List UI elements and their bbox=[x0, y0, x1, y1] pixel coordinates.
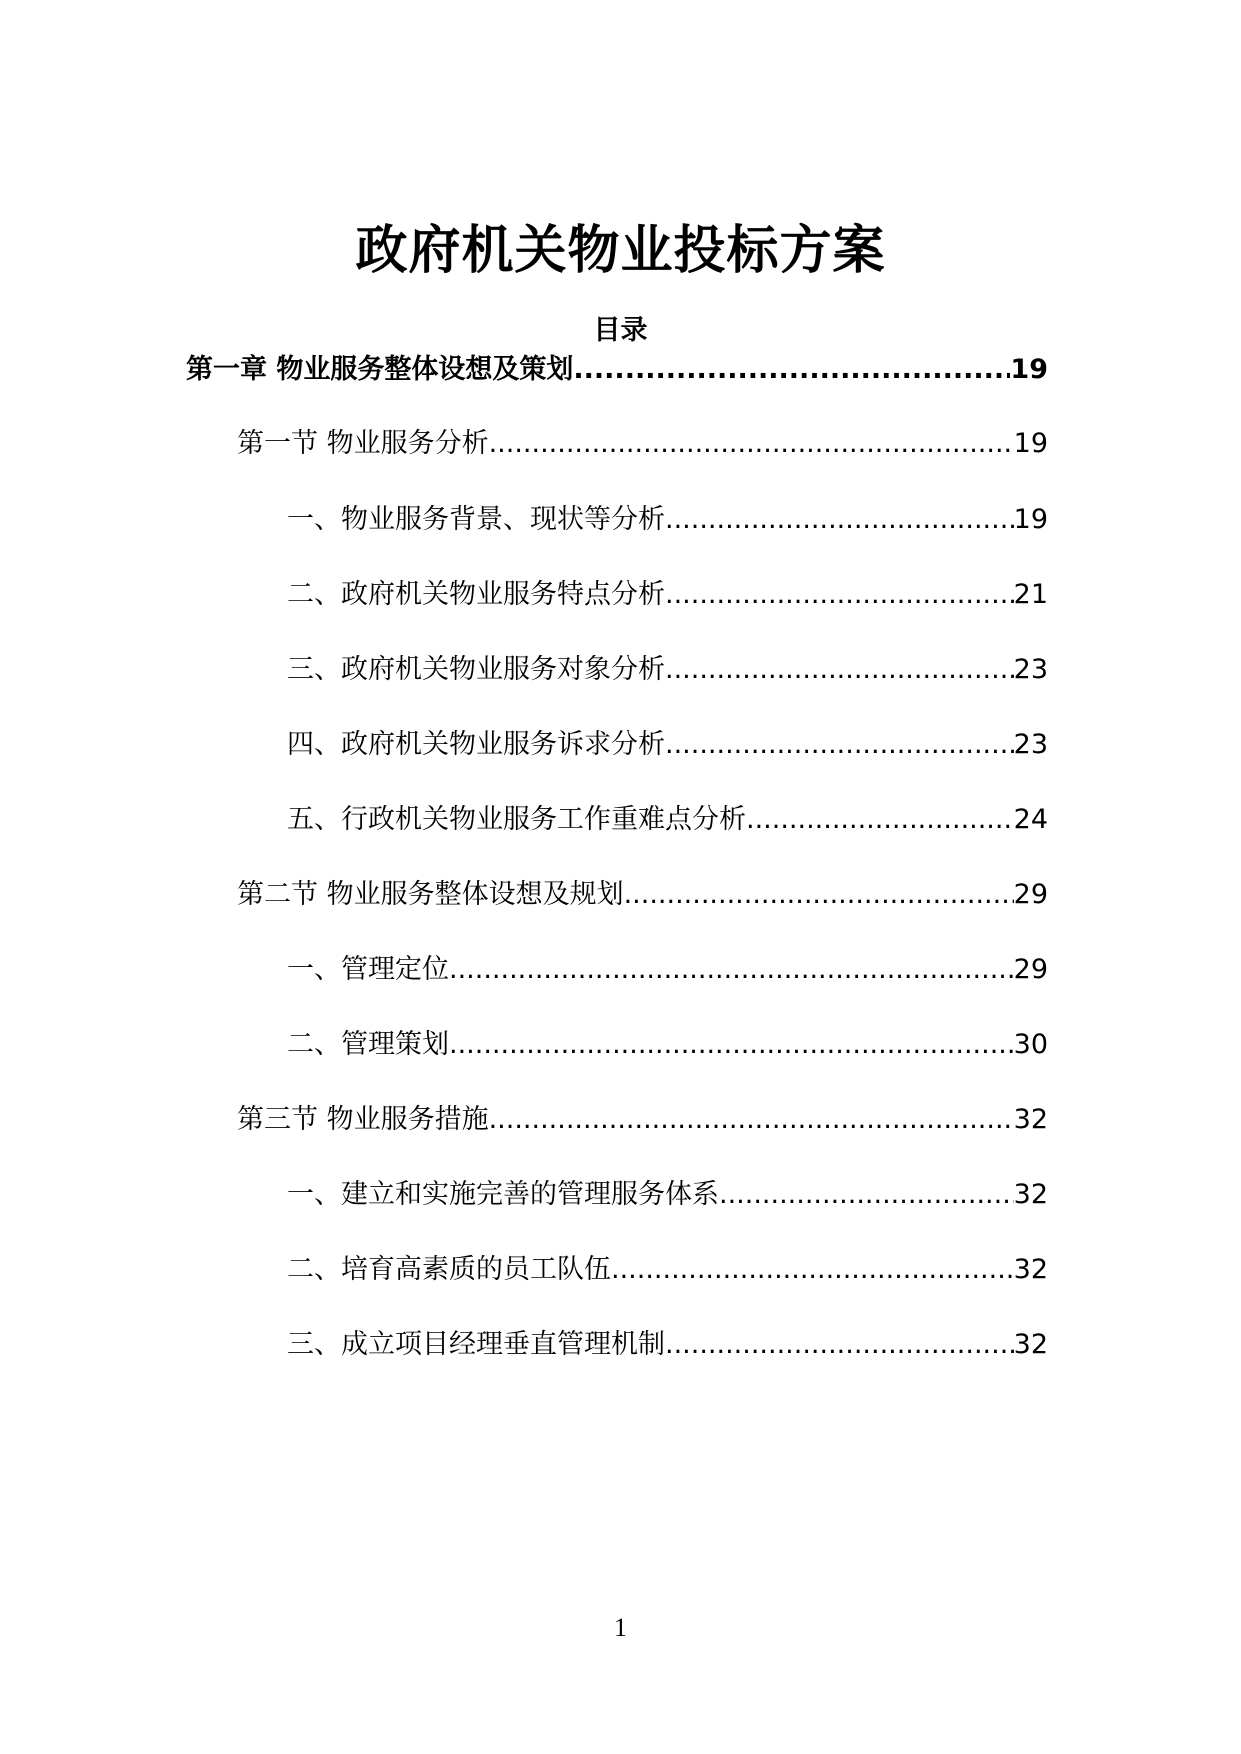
toc-page-number: 24 bbox=[1013, 804, 1048, 835]
toc-page-number: 30 bbox=[1013, 1029, 1048, 1060]
document-title: 政府机关物业投标方案 bbox=[355, 220, 886, 281]
toc-dot-leader bbox=[665, 725, 1014, 765]
toc-entry-chapter-1[interactable] bbox=[186, 350, 1048, 390]
toc-page-number: 19 bbox=[1013, 504, 1048, 535]
toc-page-number: 32 bbox=[1013, 1179, 1048, 1210]
toc-dot-leader bbox=[489, 424, 1014, 464]
toc-entry-item[interactable] bbox=[287, 725, 1048, 765]
toc-heading: 目录 bbox=[593, 315, 648, 346]
toc-dot-leader bbox=[624, 875, 1014, 915]
toc-entry-section-3[interactable] bbox=[237, 1100, 1048, 1140]
toc-entry-text: 一、管理定位 bbox=[287, 954, 449, 985]
toc-entry-item[interactable] bbox=[287, 1025, 1048, 1065]
toc-entry-text: 四、政府机关物业服务诉求分析 bbox=[287, 729, 665, 760]
toc-dot-leader bbox=[611, 1250, 1014, 1290]
toc-page-number: 32 bbox=[1013, 1329, 1048, 1360]
toc-entry-item[interactable] bbox=[287, 1250, 1048, 1290]
toc-entry-item[interactable] bbox=[287, 500, 1048, 540]
toc-page-number: 19 bbox=[1013, 428, 1048, 459]
toc-entry-section-2[interactable] bbox=[237, 875, 1048, 915]
toc-entry-text: 三、政府机关物业服务对象分析 bbox=[287, 654, 665, 685]
toc-dot-leader bbox=[665, 1325, 1014, 1365]
toc-entry-item[interactable] bbox=[287, 1325, 1048, 1365]
toc-dot-leader bbox=[489, 1100, 1014, 1140]
toc-page-number: 29 bbox=[1013, 954, 1048, 985]
toc-entry-text: 三、成立项目经理垂直管理机制 bbox=[287, 1329, 665, 1360]
page-number: 1 bbox=[614, 1613, 627, 1642]
toc-dot-leader bbox=[449, 950, 1014, 990]
toc-entry-item[interactable] bbox=[287, 950, 1048, 990]
toc-page-number: 32 bbox=[1013, 1104, 1048, 1135]
toc-dot-leader bbox=[665, 575, 1014, 615]
toc-dot-leader bbox=[719, 1175, 1014, 1215]
toc-entry-section-1[interactable] bbox=[237, 424, 1048, 464]
toc-entry-text: 一、物业服务背景、现状等分析 bbox=[287, 504, 665, 535]
toc-entry-text: 二、管理策划 bbox=[287, 1029, 449, 1060]
toc-dot-leader bbox=[665, 650, 1014, 690]
toc-dot-leader bbox=[449, 1025, 1014, 1065]
toc-page-number: 23 bbox=[1013, 729, 1048, 760]
toc-entry-text: 五、行政机关物业服务工作重难点分析 bbox=[287, 804, 746, 835]
toc-entry-item[interactable] bbox=[287, 575, 1048, 615]
toc-page-number: 19 bbox=[1010, 354, 1048, 385]
toc-entry-text: 一、建立和实施完善的管理服务体系 bbox=[287, 1179, 719, 1210]
toc-entry-text: 第三节 物业服务措施 bbox=[237, 1104, 489, 1135]
toc-page-number: 32 bbox=[1013, 1254, 1048, 1285]
toc-entry-text: 第一章 物业服务整体设想及策划 bbox=[186, 354, 574, 385]
toc-entry-item[interactable] bbox=[287, 800, 1048, 840]
toc-page-number: 29 bbox=[1013, 879, 1048, 910]
toc-entry-item[interactable] bbox=[287, 650, 1048, 690]
toc-dot-leader bbox=[746, 800, 1014, 840]
toc-dot-leader bbox=[573, 350, 1010, 390]
toc-page-number: 23 bbox=[1013, 654, 1048, 685]
toc-entry-text: 二、政府机关物业服务特点分析 bbox=[287, 579, 665, 610]
toc-entry-item[interactable] bbox=[287, 1175, 1048, 1215]
toc-page-number: 21 bbox=[1013, 579, 1048, 610]
toc-entry-text: 第一节 物业服务分析 bbox=[237, 428, 489, 459]
toc-entry-text: 第二节 物业服务整体设想及规划 bbox=[237, 879, 624, 910]
toc-dot-leader bbox=[665, 500, 1014, 540]
toc-entry-text: 二、培育高素质的员工队伍 bbox=[287, 1254, 611, 1285]
